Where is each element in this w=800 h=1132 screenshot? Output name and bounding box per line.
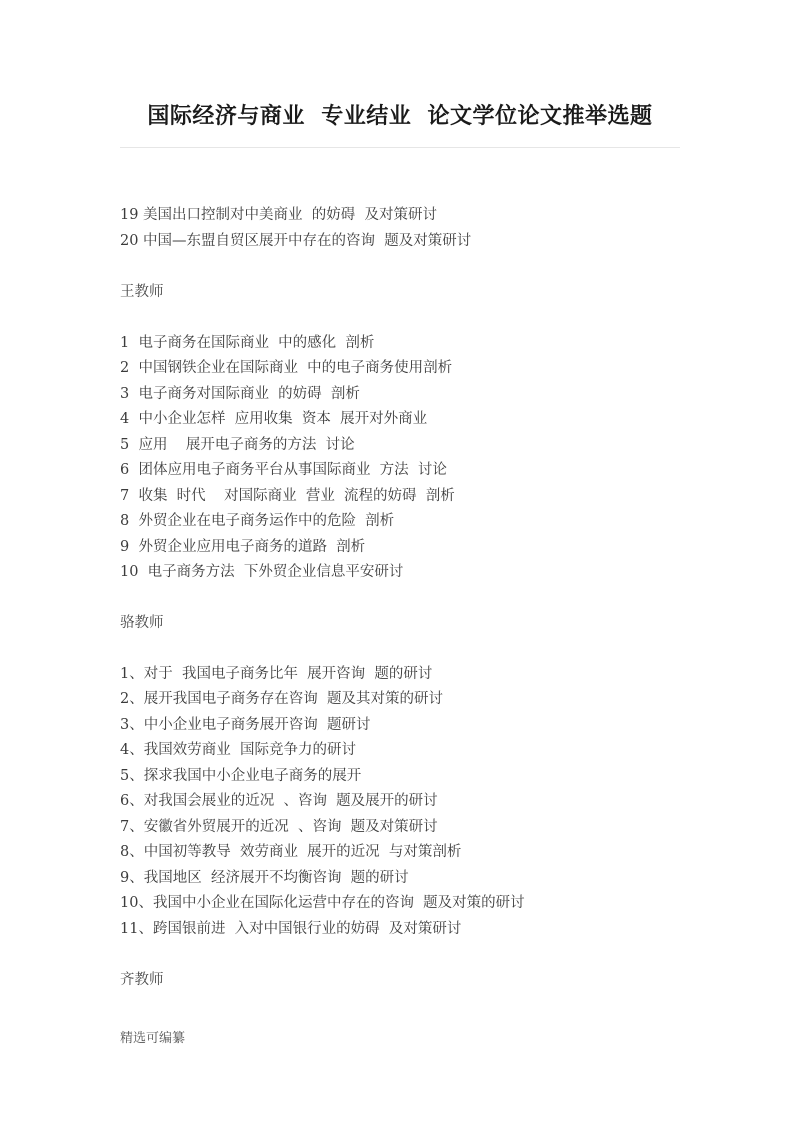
topic-item: 7 收集 时代 对国际商业 营业 流程的妨碍 剖析 (120, 488, 455, 504)
topic-item: 1 电子商务在国际商业 中的感化 剖析 (120, 335, 375, 351)
topic-item: 9、我国地区 经济展开不均衡咨询 题的研讨 (120, 870, 409, 886)
topic-item: 11、跨国银前进 入对中国银行业的妨碍 及对策研讨 (120, 921, 462, 937)
topic-item: 7、安徽省外贸展开的近况 、咨询 题及对策研讨 (120, 819, 438, 835)
topic-item: 19 美国出口控制对中美商业 的妨碍 及对策研讨 (120, 207, 437, 223)
topic-item: 1、对于 我国电子商务比年 展开咨询 题的研讨 (120, 666, 433, 682)
topic-item: 5、探求我国中小企业电子商务的展开 (120, 768, 362, 784)
title-divider (120, 147, 680, 148)
topic-item: 4、我国效劳商业 国际竞争力的研讨 (120, 742, 356, 758)
topic-item: 2、展开我国电子商务存在咨询 题及其对策的研讨 (120, 691, 443, 707)
topic-item: 10 电子商务方法 下外贸企业信息平安研讨 (120, 564, 404, 580)
teacher-heading-luo: 骆教师 (120, 615, 164, 631)
topic-item: 10、我国中小企业在国际化运营中存在的咨询 题及对策的研讨 (120, 895, 525, 911)
topic-item: 6 团体应用电子商务平台从事国际商业 方法 讨论 (120, 462, 447, 478)
topic-item: 8 外贸企业在电子商务运作中的危险 剖析 (120, 513, 395, 529)
topic-item: 9 外贸企业应用电子商务的道路 剖析 (120, 539, 366, 555)
topic-item: 2 中国钢铁企业在国际商业 中的电子商务使用剖析 (120, 360, 453, 376)
topic-item: 4 中小企业怎样 应用收集 资本 展开对外商业 (120, 411, 428, 427)
teacher-heading-qi: 齐教师 (120, 972, 164, 988)
teacher-heading-wang: 王教师 (120, 284, 164, 300)
document-title: 国际经济与商业 专业结业 论文学位论文推举选题 (147, 104, 653, 129)
topic-item: 5 应用 展开电子商务的方法 讨论 (120, 437, 355, 453)
topic-item: 8、中国初等教导 效劳商业 展开的近况 与对策剖析 (120, 844, 462, 860)
footer-note: 精选可编纂 (120, 1031, 186, 1046)
topic-item: 3 电子商务对国际商业 的妨碍 剖析 (120, 386, 360, 402)
topic-item: 20 中国—东盟自贸区展开中存在的咨询 题及对策研讨 (120, 233, 472, 249)
topic-item: 3、中小企业电子商务展开咨询 题研讨 (120, 717, 371, 733)
topic-item: 6、对我国会展业的近况 、咨询 题及展开的研讨 (120, 793, 438, 809)
